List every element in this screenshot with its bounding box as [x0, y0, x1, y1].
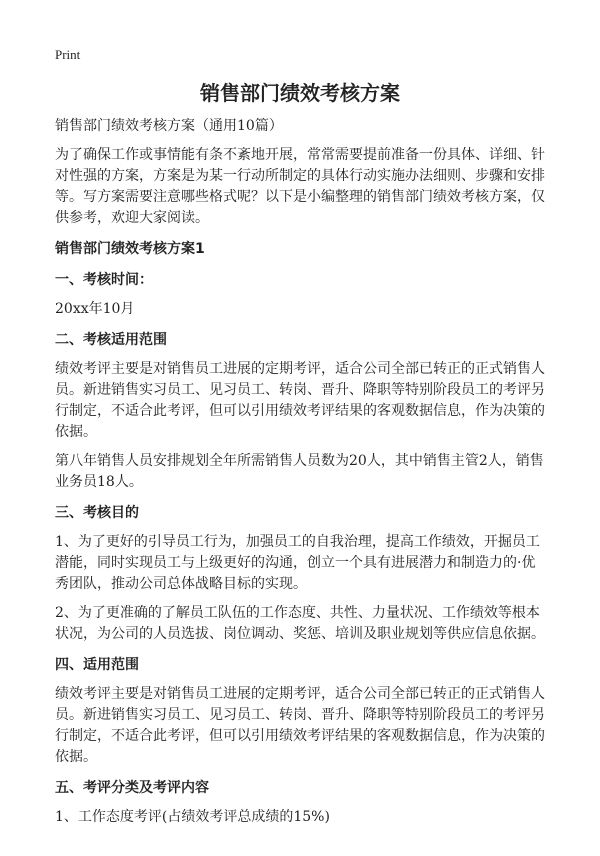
- intro-paragraph: 为了确保工作或事情能有条不紊地开展，常常需要提前准备一份具体、详细、针对性强的方案，方案是为某一行动所制定的具体行动实施办法细则、步骤和安排等。写方案需要注意哪些格式呢？以下是小编整理的销售部门绩效考核方案，仅供参考，欢迎大家阅读。: [55, 147, 545, 226]
- print-link[interactable]: Print: [55, 47, 81, 62]
- heading-scope: 二、考核适用范围: [55, 332, 167, 348]
- section-title: 销售部门绩效考核方案1: [55, 241, 205, 257]
- category-item-1: 1、工作态度考评(占绩效考评总成绩的15%): [55, 809, 330, 825]
- heading-applicable: 四、适用范围: [55, 657, 139, 673]
- time-value: 20xx年10月: [55, 301, 135, 317]
- applicable-paragraph: 绩效考评主要是对销售员工进展的定期考评，适合公司全部已转正的正式销售人员。新进销售实习员工、见习员工、转岗、晋升、降职等特别阶段员工的考评另行制定，不适合此考评，但可以引用绩效考评结果的客观数据信息，作为决策的依据。: [55, 686, 545, 765]
- goal-paragraph-2: 2、为了更准确的了解员工队伍的工作态度、共性、力量状况、工作绩效等根本状况，为公司的人员选拔、岗位调动、奖惩、培训及职业规划等供应信息依据。: [55, 605, 545, 642]
- page-title: 销售部门绩效考核方案: [200, 81, 400, 105]
- heading-goal: 三、考核目的: [55, 505, 139, 521]
- staff-paragraph: 第八年销售人员安排规划全年所需销售人员数为20人，其中销售主管2人，销售业务员18人。: [55, 453, 544, 490]
- goal-paragraph-1: 1、为了更好的引导员工行为，加强员工的自我治理，提高工作绩效，开掘员工潜能，同时实现员工与上级更好的沟通，创立一个具有进展潜力和制造力的·优秀团队，推动公司总体战略目标的实现。: [55, 534, 540, 592]
- heading-categories: 五、考评分类及考评内容: [55, 780, 209, 796]
- scope-paragraph: 绩效考评主要是对销售员工进展的定期考评，适合公司全部已转正的正式销售人员。新进销售实习员工、见习员工、转岗、晋升、降职等特别阶段员工的考评另行制定，不适合此考评，但可以引用绩效考评结果的客观数据信息，作为决策的依据。: [55, 361, 545, 440]
- subtitle: 销售部门绩效考核方案（通用10篇）: [55, 118, 283, 134]
- heading-time: 一、考核时间：: [55, 272, 153, 288]
